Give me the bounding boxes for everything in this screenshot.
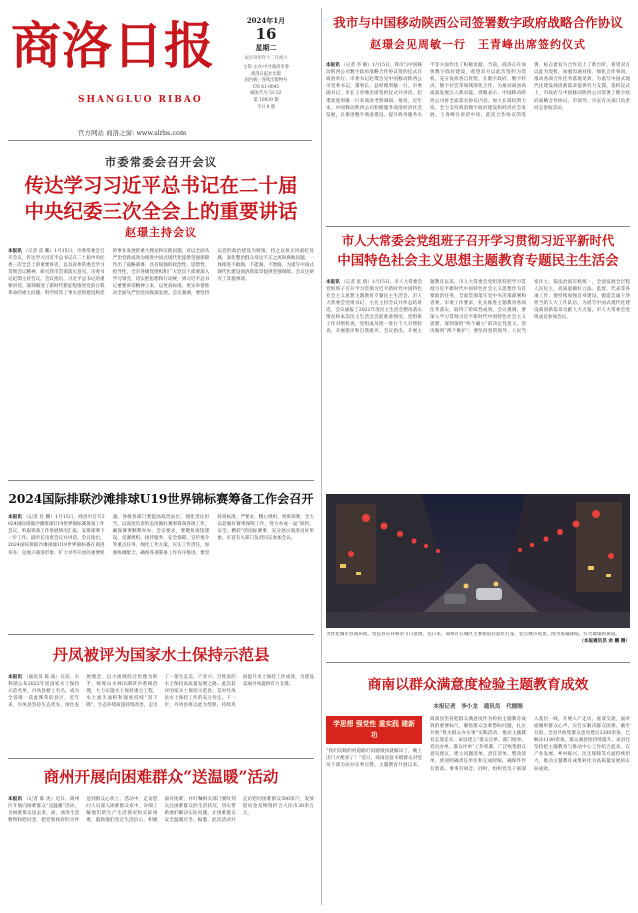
article-body bbox=[326, 279, 630, 493]
byline: 本报讯 bbox=[8, 515, 23, 521]
masthead bbox=[0, 0, 318, 152]
article-title-line1[interactable]: 市人大常委会党组班子召开学习贯彻习近平新时代 bbox=[341, 233, 615, 248]
masthead-info-line: CN 61-0045 bbox=[252, 84, 280, 90]
article-beach-volleyball bbox=[8, 486, 314, 631]
article-title-line2[interactable]: 中国特色社会主义思想主题教育专题民主生活会 bbox=[337, 253, 619, 270]
masthead-info-line: 国内统一连续出版物号 bbox=[244, 78, 288, 84]
article-text: （通讯员 陈 波）日前，水利部公布2023年度国家水土保持示范名单，丹凤县榜上有名，成为全省唯一获此殊荣的县区。近年来，丹凤县坚持生态优先、绿色发展理念，以小流域综合治理为抓手，统筹山水林田湖草沙系统治理，大力实施水土保持重点工程，水土流失面积和强度持续“双下降”，生态环境质量持续改善，走出了一条生态美、产业兴、百姓富的水土保持高质量发展之路。此次获评国家水土保持示范县，是对丹凤县水土保持工作的充分肯定。下一步，丹凤县将以此为契机，持续巩固提升水土保持工作成效，为建设美丽丹凤提供有力支撑。 bbox=[8, 674, 314, 709]
byline: 本报讯 bbox=[326, 279, 340, 285]
article-text: （记者 张 倩）1月15日，市人大常委会党组班子召开学习贯彻习近平新时代中国特色社会主义思想主题教育专题民主生活会。市人大常委会党组书记、主任主持会议并作总结讲话。会议通报了2022年度民主生活会整改落实情况和本次民主生活会会前准备情况，党组班子作对照检查，党组成员逐一进行个人对照检查，开展批评和自我批评。会议指出，开展主题教育以来，市人大常委会党组坚持把学习贯彻习近平新时代中国特色社会主义思想作为首要政治任务，全面贯彻落实党中央决策部署和省委、市委工作要求，扎实推进主题教育各项任务落实，取得了阶段性成效。会议强调，要深入学习贯彻习近平新时代中国特色社会主义思想，深刻领悟“两个确立”的决定性意义，坚决做到“两个维护”；要坚持党的领导、人民当家作主、依法治国有机统一，全面发展全过程人民民主，高质量做好立法、监督、代表等各项工作；要持续加强自身建设，锻造忠诚干净担当的人大工作队伍，为谱写中国式现代化建设商洛新篇章贡献人大力量。市人大常委会党组成员参加会议。 bbox=[326, 279, 630, 335]
theme-banner-text: 学思想 强党性 重实践 建新功 bbox=[333, 719, 415, 739]
byline: 本报记者 李小龙 通讯员 代德刚 bbox=[433, 703, 523, 710]
byline: 本报讯 bbox=[8, 796, 23, 802]
byline: 本报讯 bbox=[8, 674, 23, 680]
article-text: （记者 陈 虎）近日，商州区开展向困难群众“送温暖”活动，为困难群众送去米、面、油等生活物资和慰问金，把党和政府的关怀送到群众心坎上。活动中，走访慰问人员深入困难群众家中，详细了解他们的生产生活情况和实际困难，鼓励他们坚定生活信心，积极面对困难，并叮嘱相关部门要时刻关注困难群众的生活状况，切实帮助他们解决实际问题，让困难群众安全温暖过冬。据悉，此次活动共走访慰问困难群众500余户，发放慰问金及物资折合人民币30余万元。 bbox=[8, 796, 314, 824]
masthead-info bbox=[224, 65, 308, 111]
article-npc-meeting bbox=[326, 230, 630, 492]
article-body bbox=[8, 674, 314, 760]
article-body bbox=[8, 514, 314, 632]
weekday: 星期二 bbox=[255, 43, 277, 52]
masthead-divider bbox=[8, 140, 312, 141]
article-body bbox=[8, 796, 314, 906]
section-divider bbox=[326, 226, 630, 227]
article-mobile-cooperation bbox=[326, 10, 630, 225]
theme-banner bbox=[326, 716, 422, 744]
masthead-info-line: 邮发代号 51-32 bbox=[250, 91, 282, 97]
section-divider bbox=[8, 480, 314, 481]
article-text: （记者 雷 鹏）1月15日，市委常委会召开会议，传达学习习近平总书记在二十届中央纪委三次全会上的重要讲话，以及省委常委会学习贯彻会议精神，研究我市贯彻落实意见。市委书记赵璟主持会议。会议指出，习近平总书记的重要讲话，深刻阐述了新时代新征程推进党的自我革命的重大问题，科学回答了事关党的建设和党的事业发展的重大理论和实践问题，对以全面从严治党新成效为推进中国式现代化提供坚强保障作出了战略部署，具有很强的政治性、思想性、指导性。全市各级党组织和广大党员干部要深入学习领会，切实把思想和行动统一到习近平总书记重要讲话精神上来，以更高标准、更实举措推动全面从严治党向纵深发展。会议强调，要坚持以党的政治建设为统领，持之以恒正风肃纪反腐，深化整治群众身边不正之风和腐败问题，一体推进不敢腐、不能腐、不想腐，为谱写中国式现代化建设商洛新篇章提供坚强保障。会议还研究了其他事项。 bbox=[8, 248, 314, 297]
photo-credit: （本报通讯员 余 鹏 摄） bbox=[579, 638, 630, 644]
article-title[interactable]: 商南以群众满意度检验主题教育成效 bbox=[367, 677, 589, 693]
section-divider bbox=[326, 662, 630, 663]
news-photo bbox=[326, 494, 630, 658]
article-text: （记者 肖 鹏）1月15日，商洛市召开2024国际排联沙滩排球U19世界锦标赛筹备工作会议，听取筹备工作进展情况汇报，安排部署下一步工作。副市长出席会议并讲话。会议指出，2024国际排联沙滩排球U19世界锦标赛在商洛举办，是展示商洛形象、扩大对外开放的重要机遇。各级各部门要提高政治站位，强化责任担当，以高度负责的态度做好赛事筹备各项工作，确保赛事顺利举办。会议要求，要聚焦场馆建设、竞赛组织、接待服务、安全保障、宣传推介等重点任务，细化工作方案，压实工作责任，加强协调配合，确保各项筹备工作有序推进。要坚持高标准、严要求，精心组织、周密部署，全力以赴做好赛事保障工作，努力办成一届“简约、安全、精彩”的国际赛事，充分展示商洛良好形象。市直有关部门负责同志参加会议。 bbox=[8, 515, 314, 556]
article-text: “我们反映的村道路灯问题很快就解决了，晚上出门方便多了！”近日，商南县富水镇群众对党员干部为民办实事点赞。主题教育开展以来，商南县坚持把群众满意度作为检验主题教育成效的重要标尺，聚焦群众急难愁盼问题，扎实开展“我为群众办实事”实践活动，推动主题教育走深走实。该县建立“群众点单、部门接单、党员办单、群众评单”工作机制，广泛收集群众意见建议，建立问题清单、责任清单、整改清单，逐项明确责任单位和完成时限，确保件件有着落、事事有回音。同时，组织党员干部深入基层一线，开展入户走访、座谈交流，面对面倾听群众心声，实打实解决群众困难。截至目前，全县共收集群众意见建议1200余条，已解决1100余条，群众满意度持续提升。该县还坚持把主题教育与推动中心工作结合起来，在产业发展、乡村振兴、民生保障等方面持续用力，推动主题教育成果转化为高质量发展的实际成效。 bbox=[326, 716, 630, 772]
lunar-date: 农历癸卯年十二月初六 bbox=[244, 56, 288, 61]
article-subtitle: 赵璟主持会议 bbox=[125, 226, 197, 240]
article-title-line2[interactable]: 中央纪委三次全会上的重要讲话 bbox=[24, 199, 298, 223]
article-standing-committee bbox=[8, 152, 314, 477]
article-title[interactable]: 商州开展向困难群众“送温暖”活动 bbox=[43, 767, 279, 786]
section-divider bbox=[8, 634, 314, 635]
date-box bbox=[224, 16, 308, 124]
article-subtitle: 赵璟会见周敏一行 王青峰出席签约仪式 bbox=[370, 38, 586, 52]
article-shangnan bbox=[326, 668, 630, 906]
masthead-info-line: 商洛日报社出版 bbox=[250, 71, 282, 77]
article-body bbox=[326, 62, 630, 220]
article-danfeng bbox=[8, 640, 314, 756]
article-title[interactable]: 丹凤被评为国家水土保持示范县 bbox=[52, 645, 270, 664]
photo-caption bbox=[326, 632, 630, 656]
masthead-info-line: 今日 8 版 bbox=[256, 104, 276, 110]
byline: 本报讯 bbox=[326, 63, 340, 69]
section-divider bbox=[8, 758, 314, 759]
article-body bbox=[8, 248, 314, 470]
article-text: （记者 李 敏）1月15日，我市与中国移动陕西公司数字政府战略合作协议签约仪式在商洛举行。市委书记赵璟会见中国移动陕西公司党委书记、董事长、总经理周敏一行。市委副书记、市长王青峰出席签约仪式并讲话。赵璟欢迎周敏一行来商洛考察调研。他说，近年来，中国移动陕西公司积极服务商洛经济社会发展，在推进数字商洛建设、提升政务服务水平等方面作出了积极贡献。当前，商洛正在加快数字政府建设，希望双方以此次签约为契机，充分发挥各自优势，在数字政府、数字经济、数字社会等领域深化合作，为推动商洛高质量发展注入新动能。周敏表示，中国移动陕西公司将全面落实协议内容，加大在商投资力度，全力支持商洛数字政府建设和经济社会发展。王青峰在讲话中说，此次合作协议的签署，标志着双方合作迈上了新台阶。希望双方以此为契机，加强沟通对接，细化合作事项，推动各项合作任务落地见效，为谱写中国式现代化建设商洛新篇章提供有力支撑。签约仪式上，市政府与中国移动陕西公司签署了数字政府战略合作协议。市领导、市直有关部门负责同志参加活动。 bbox=[326, 63, 630, 118]
article-shangzhou-warmth bbox=[8, 762, 314, 905]
article-title[interactable]: 2024国际排联沙滩排球U19世界锦标赛筹备工作会召开 bbox=[8, 492, 314, 506]
masthead-pinyin: SHANGLUO RIBAO bbox=[78, 95, 203, 105]
date-day: 16 bbox=[255, 25, 277, 43]
photo-caption-text: 为优化城市营商环境，营造喜庆祥和的节日氛围，连日来，商州区在城区主要街道挂起红灯笼，装点城市夜景。图为夜幕降临，灯火璀璨的街道。 bbox=[326, 632, 621, 637]
column-divider bbox=[321, 8, 322, 905]
date-year-month: 2024年1月 bbox=[246, 16, 286, 25]
kicker: 市委常委会召开会议 bbox=[104, 155, 218, 169]
masthead-info-line: 主管:主办:中共商洛市委 bbox=[243, 65, 289, 70]
masthead-info-line: 第 10939 期 bbox=[253, 97, 279, 103]
article-title[interactable]: 我市与中国移动陕西公司签署数字政府战略合作协议 bbox=[333, 15, 623, 30]
article-title-line1[interactable]: 传达学习习近平总书记在二十届 bbox=[24, 174, 298, 198]
masthead-website[interactable]: 官方网站 商洛之窗: www.slrbs.com bbox=[78, 129, 187, 137]
masthead-title: 商洛日报 bbox=[11, 16, 215, 75]
byline: 本报讯 bbox=[8, 248, 22, 254]
street-night-photo bbox=[326, 494, 630, 628]
article-body bbox=[326, 716, 630, 912]
